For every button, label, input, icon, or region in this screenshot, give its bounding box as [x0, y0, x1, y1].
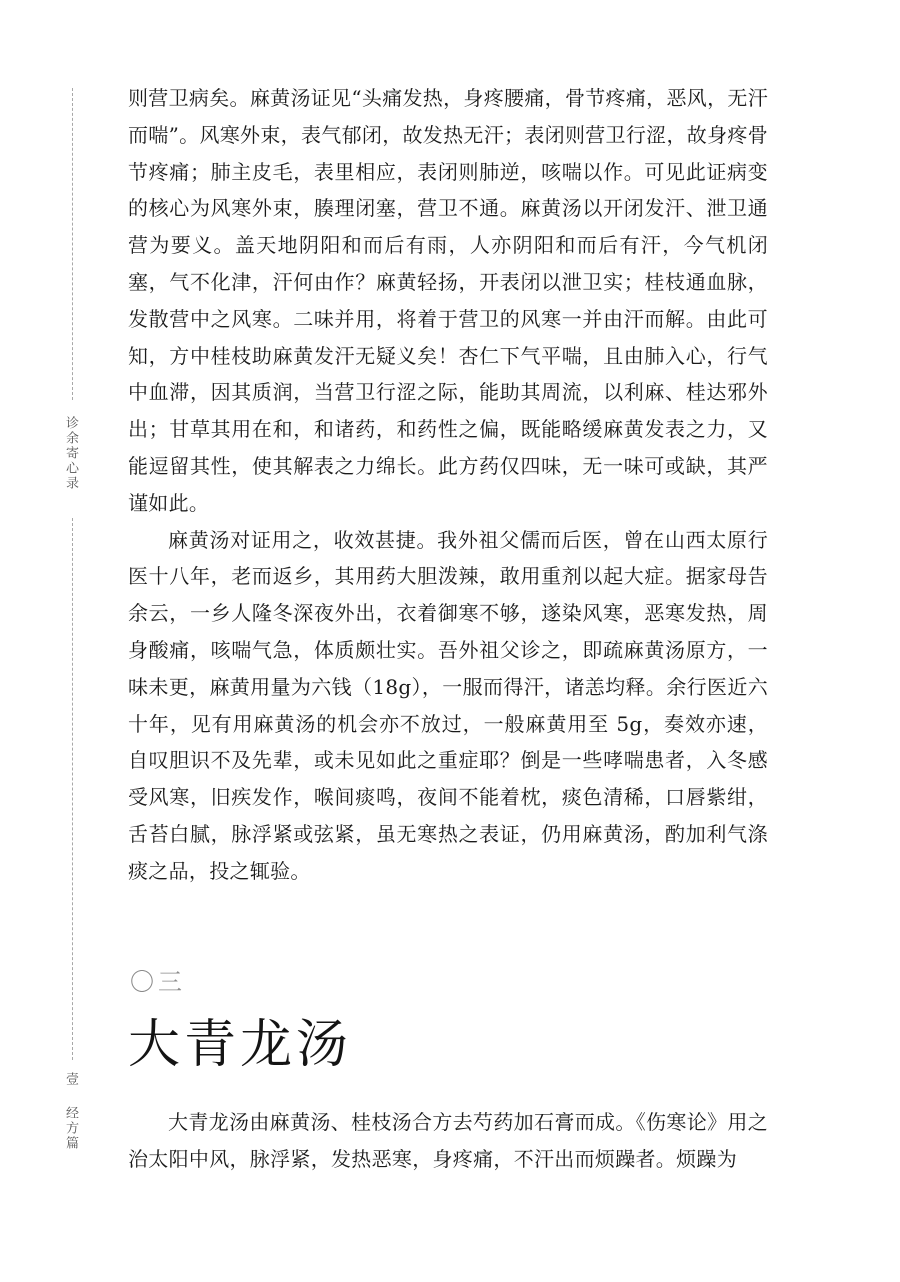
- running-head-book-title: 诊余寄心录: [63, 416, 78, 491]
- paragraph-continued: 则营卫病矣。麻黄汤证见“头痛发热，身疼腰痛，骨节疼痛，恶风，无汗而喘”。风寒外束，表气郁闭，故发热无汗；表闭则营卫行涩，故身疼骨节疼痛；肺主皮毛，表里相应，表闭则肺逆，咳喘以作。可见此证病变的核心为风寒外束，腠理闭塞，营卫不通。麻黄汤以开闭发汗、泄卫通营为要义。盖天地阴阳和而后有雨，人亦阴阳和而后有汗，今气机闭塞，气不化津，汗何由作？麻黄轻扬，开表闭以泄卫实；桂枝通血脉，发散营中之风寒。二味并用，将着于营卫的风寒一并由汗而解。由此可知，方中桂枝助麻黄发汗无疑义矣！杏仁下气平喘，且由肺入心，行气中血滞，因其质润，当营卫行涩之际，能助其周流，以利麻、桂达邪外出；甘草其用在和，和诸药，和药性之偏，既能略缓麻黄发表之力，又能逗留其性，使其解表之力绵长。此方药仅四味，无一味可或缺，其严谨如此。: [128, 86, 768, 515]
- paragraph: 大青龙汤由麻黄汤、桂枝汤合方去芍药加石膏而成。《伤寒论》用之治太阳中风，脉浮紧，发热恶寒，身疼痛，不汗出而烦躁者。烦躁为: [128, 1110, 768, 1171]
- paragraph: 麻黄汤对证用之，收效甚捷。我外祖父儒而后医，曾在山西太原行医十八年，老而返乡，其用药大胆泼辣，敢用重剂以起大症。据家母告余云，一乡人隆冬深夜外出，衣着御寒不够，遂染风寒，恶寒发热，周身酸痛，咳喘气急，体质颇壮实。吾外祖父诊之，即疏麻黄汤原方，一味未更，麻黄用量为六钱（18g），一服而得汗，诸恙均释。余行医近六十年，见有用麻黄汤的机会亦不放过，一般麻黄用至 5g，奏效亦速，自叹胆识不及先辈，或未见如此之重症耶？倒是一些哮喘患者，入冬感受风寒，旧疾发作，喉间痰鸣，夜间不能着枕，痰色清稀，口唇紫绀，舌苔白腻，脉浮紧或弦紧，虽无寒热之表证，仍用麻黄汤，酌加利气涤痰之品，投之辄验。: [128, 527, 768, 883]
- running-head-chapter: 经方篇: [63, 1106, 78, 1151]
- margin-dashed-rule-top: [72, 88, 73, 400]
- body-text-upper: [128, 80, 768, 890]
- section-title: 大青龙汤: [128, 1015, 353, 1075]
- section-number: 〇三: [130, 968, 186, 996]
- page-number: 壹: [63, 1072, 78, 1087]
- body-text-lower: [128, 1104, 768, 1178]
- margin-dashed-rule-middle: [72, 518, 73, 1060]
